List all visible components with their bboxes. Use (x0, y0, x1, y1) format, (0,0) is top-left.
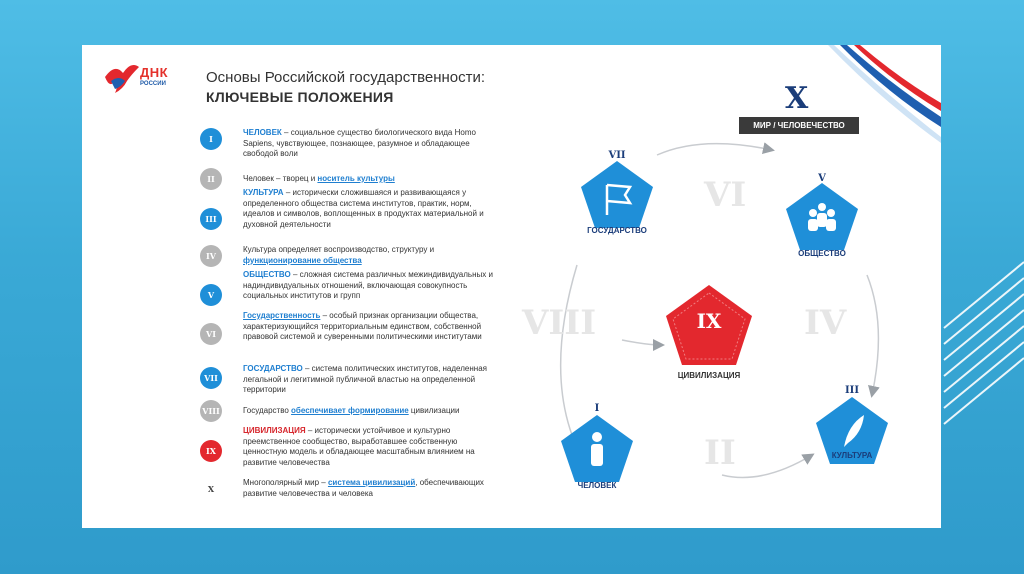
item-text: Культура определяет воспроизводство, структуру и функционирование общества (243, 245, 435, 265)
node-label-society: ОБЩЕСТВО (798, 249, 846, 258)
node-number: I (594, 403, 600, 414)
item-text: Государственность – особый признак организации общества, характеризующийся территориальным единством, собственной правовой системой и суверенными политическими институтами (243, 311, 482, 341)
item-text: ЦИВИЛИЗАЦИЯ – исторически устойчивое и культурно преемственное сообщество, выработавшее собственную ценностную модель и обладающее масштабным влиянием на развитие человечества (243, 426, 475, 467)
pentagon-state (581, 161, 653, 228)
item-text: ГОСУДАРСТВО – система политических институтов, наделенная легальной и легитимной публичной властью на определенной территории (243, 364, 487, 394)
item-text: ЧЕЛОВЕК – социальное существо биологического вида Homo Sapiens, чувствующее, познающее, разумное и обладающее свободой воли (243, 128, 476, 158)
node-number: V (818, 173, 826, 184)
item-badge: VIII (200, 400, 222, 422)
node-label-culture: КУЛЬТУРА (831, 451, 873, 460)
item-badge: III (200, 208, 222, 230)
item-text: КУЛЬТУРА – исторически сложившаяся и развивающаяся у определенного общества система институтов, практик, норм, идеалов и символов, воплощенных в продуктах материальной и духовной деятельности (243, 188, 484, 229)
node-number: VII (608, 150, 626, 161)
world-label: МИР / ЧЕЛОВЕЧЕСТВО (739, 117, 859, 134)
node-number: III (844, 385, 860, 396)
item-badge: IV (200, 245, 222, 267)
item-badge: VII (200, 367, 222, 389)
item-badge: X (207, 484, 215, 494)
arc-number: VI (704, 175, 747, 215)
item-text: ОБЩЕСТВО – сложная система различных межиндивидуальных и надиндивидуальных отношений, включающая совокупность социальных институтов и групп (243, 270, 493, 300)
logo-subtitle: РОССИИ (140, 81, 166, 87)
slide (82, 45, 941, 528)
item-badge: I (200, 128, 222, 150)
node-label-human: ЧЕЛОВЕК (577, 481, 617, 490)
page-title: Основы Российской государственности: (206, 69, 486, 86)
item-text: Человек – творец и носитель культуры (243, 174, 395, 183)
arc-number: II (704, 433, 736, 473)
item-badge: II (200, 168, 222, 190)
pentagon-society (786, 183, 858, 250)
item-badge: V (200, 284, 222, 306)
arc-number: VIII (522, 303, 597, 343)
pentagon-human (561, 415, 633, 482)
item-badge: VI (200, 323, 222, 345)
arc-number: IV (804, 303, 847, 343)
item-badge: IX (200, 440, 222, 462)
item-text: Государство обеспечивает формирование цивилизации (243, 406, 460, 415)
page-subtitle: КЛЮЧЕВЫЕ ПОЛОЖЕНИЯ (206, 89, 394, 105)
node-label-state: ГОСУДАРСТВО (587, 226, 647, 235)
logo-name: ДНК (140, 65, 169, 80)
top-numeral: X (785, 81, 809, 116)
item-text: Многополярный мир – система цивилизаций, обеспечивающих развитие человечества и человека (243, 478, 484, 498)
node-number: IX (696, 309, 722, 333)
person-icon (592, 432, 602, 442)
node-label-civilization: ЦИВИЛИЗАЦИЯ (677, 371, 741, 380)
